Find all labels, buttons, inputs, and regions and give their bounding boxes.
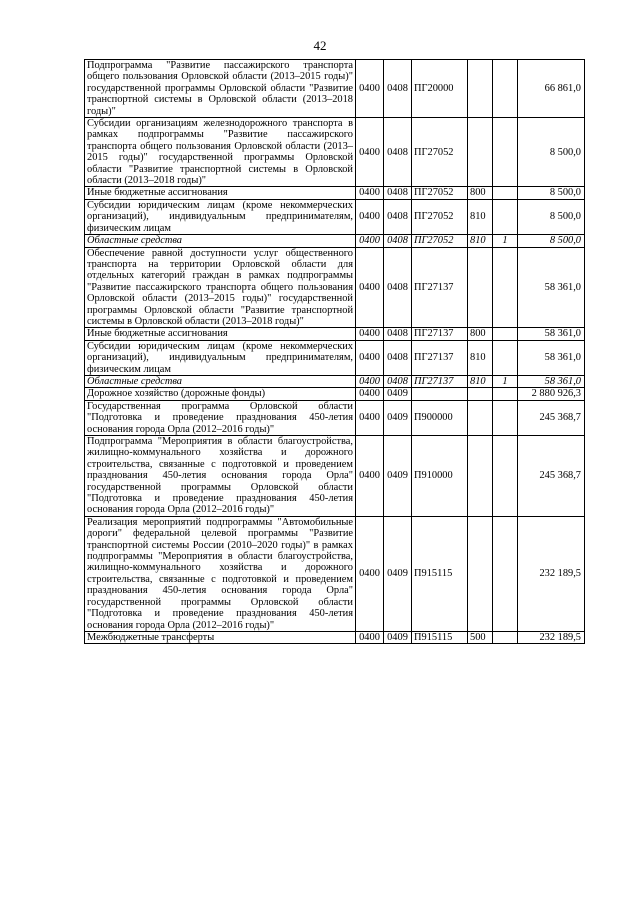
- row-name: Обеспечение равной доступности услуг общественного транспорта на территории Орловской области для отдельных категорий граждан в рамках подпрограммы "Развитие пассажирского транспорта общего пользования Орловской области (2013–2015 годы)" государственной программы Орловской области "Развитие транспортной системы в Орловской области (2013–2018 годы)": [85, 247, 356, 328]
- target-article-code: ПГ27052: [412, 187, 468, 199]
- funding-source-code: 1: [493, 235, 518, 247]
- section-code: 0400: [356, 187, 384, 199]
- table-row: [85, 400, 585, 435]
- amount: 8 500,0: [518, 199, 585, 234]
- expense-type-code: [468, 516, 493, 631]
- row-name: Межбюджетные трансферты: [85, 631, 356, 643]
- target-article-code: ПГ27052: [412, 235, 468, 247]
- expense-type-code: [468, 247, 493, 328]
- funding-source-code: [493, 631, 518, 643]
- amount: 232 189,5: [518, 516, 585, 631]
- page-number: 42: [313, 38, 327, 53]
- amount: 8 500,0: [518, 235, 585, 247]
- row-name: Областные средства: [85, 235, 356, 247]
- table-row: [85, 235, 585, 247]
- subsection-code: 0408: [384, 375, 412, 387]
- row-name: Иные бюджетные ассигнования: [85, 328, 356, 340]
- subsection-code: 0408: [384, 60, 412, 118]
- expense-type-code: 810: [468, 199, 493, 234]
- section-code: 0400: [356, 60, 384, 118]
- funding-source-code: [493, 340, 518, 375]
- funding-source-code: [493, 118, 518, 187]
- subsection-code: 0408: [384, 247, 412, 328]
- target-article-code: П910000: [412, 436, 468, 517]
- row-name: Субсидии юридическим лицам (кроме некоммерческих организаций), индивидуальным предпринимателям, физическим лицам: [85, 199, 356, 234]
- row-name: Субсидии организациям железнодорожного транспорта в рамках подпрограммы "Развитие пассажирского транспорта общего пользования Орловской области (2013–2015 годы)" государственной программы Орловской области "Развитие транспортной системы в Орловской области (2013–2018 годы)": [85, 118, 356, 187]
- section-code: 0400: [356, 516, 384, 631]
- section-code: 0400: [356, 375, 384, 387]
- table-row: [85, 388, 585, 400]
- funding-source-code: [493, 516, 518, 631]
- row-name: Областные средства: [85, 375, 356, 387]
- row-name: Иные бюджетные ассигнования: [85, 187, 356, 199]
- expense-type-code: 810: [468, 235, 493, 247]
- row-name: Подпрограмма "Развитие пассажирского транспорта общего пользования Орловской области (2013–2015 годы)" государственной программы Орловской области "Развитие транспортной системы в Орловской области (2013–2018 годы)": [85, 60, 356, 118]
- amount: 8 500,0: [518, 118, 585, 187]
- amount: 66 861,0: [518, 60, 585, 118]
- budget-table: [84, 59, 585, 644]
- section-code: 0400: [356, 340, 384, 375]
- target-article-code: ПГ27137: [412, 247, 468, 328]
- table-row: [85, 631, 585, 643]
- subsection-code: 0409: [384, 436, 412, 517]
- expense-type-code: [468, 400, 493, 435]
- funding-source-code: [493, 436, 518, 517]
- table-row: [85, 247, 585, 328]
- section-code: 0400: [356, 436, 384, 517]
- expense-type-code: [468, 60, 493, 118]
- expense-type-code: [468, 436, 493, 517]
- target-article-code: ПГ27052: [412, 118, 468, 187]
- amount: 58 361,0: [518, 375, 585, 387]
- subsection-code: 0409: [384, 631, 412, 643]
- subsection-code: 0408: [384, 340, 412, 375]
- subsection-code: 0409: [384, 388, 412, 400]
- table-row: [85, 340, 585, 375]
- target-article-code: ПГ27137: [412, 328, 468, 340]
- row-name: Государственная программа Орловской области "Подготовка и проведение празднования 450-летия основания города Орла (2012–2016 годы)": [85, 400, 356, 435]
- subsection-code: 0408: [384, 199, 412, 234]
- amount: 245 368,7: [518, 436, 585, 517]
- table-body: [85, 60, 585, 644]
- funding-source-code: 1: [493, 375, 518, 387]
- subsection-code: 0408: [384, 118, 412, 187]
- funding-source-code: [493, 60, 518, 118]
- row-name: Реализация мероприятий подпрограммы "Автомобильные дороги" федеральной целевой программы "Развитие транспортной системы России (2010–2020 годы)" в рамках подпрограммы "Мероприятия в области благоустройства, жилищно-коммунального хозяйства и дорожного строительства, связанные с подготовкой и проведением празднования 450-летия основания города Орла" государственной программы Орловской области "Подготовка и проведение празднования 450-летия основания города Орла (2012–2016 годы)": [85, 516, 356, 631]
- funding-source-code: [493, 388, 518, 400]
- expense-type-code: 810: [468, 375, 493, 387]
- expense-type-code: [468, 388, 493, 400]
- funding-source-code: [493, 247, 518, 328]
- section-code: 0400: [356, 388, 384, 400]
- target-article-code: ПГ27052: [412, 199, 468, 234]
- target-article-code: П900000: [412, 400, 468, 435]
- funding-source-code: [493, 187, 518, 199]
- expense-type-code: 500: [468, 631, 493, 643]
- amount: 245 368,7: [518, 400, 585, 435]
- table-row: [85, 436, 585, 517]
- table-row: [85, 516, 585, 631]
- amount: 232 189,5: [518, 631, 585, 643]
- target-article-code: ПГ27137: [412, 340, 468, 375]
- amount: 8 500,0: [518, 187, 585, 199]
- section-code: 0400: [356, 247, 384, 328]
- expense-type-code: 800: [468, 328, 493, 340]
- subsection-code: 0408: [384, 328, 412, 340]
- expense-type-code: 810: [468, 340, 493, 375]
- subsection-code: 0408: [384, 235, 412, 247]
- table-row: [85, 118, 585, 187]
- expense-type-code: 800: [468, 187, 493, 199]
- section-code: 0400: [356, 199, 384, 234]
- row-name: Дорожное хозяйство (дорожные фонды): [85, 388, 356, 400]
- row-name: Подпрограмма "Мероприятия в области благоустройства, жилищно-коммунального хозяйства и дорожного строительства, связанные с подготовкой и проведением празднования 450-летия основания города Орла" государственной программы Орловской области "Подготовка и проведение празднования 450-летия основания города Орла (2012–2016 годы)": [85, 436, 356, 517]
- table-row: [85, 60, 585, 118]
- funding-source-code: [493, 328, 518, 340]
- funding-source-code: [493, 400, 518, 435]
- table-row: [85, 199, 585, 234]
- expense-type-code: [468, 118, 493, 187]
- target-article-code: ПГ27137: [412, 375, 468, 387]
- section-code: 0400: [356, 631, 384, 643]
- row-name: Субсидии юридическим лицам (кроме некоммерческих организаций), индивидуальным предпринимателям, физическим лицам: [85, 340, 356, 375]
- funding-source-code: [493, 199, 518, 234]
- amount: 2 880 926,3: [518, 388, 585, 400]
- table-row: [85, 187, 585, 199]
- target-article-code: [412, 388, 468, 400]
- amount: 58 361,0: [518, 340, 585, 375]
- section-code: 0400: [356, 235, 384, 247]
- target-article-code: ПГ20000: [412, 60, 468, 118]
- amount: 58 361,0: [518, 328, 585, 340]
- target-article-code: П915115: [412, 631, 468, 643]
- table-row: [85, 328, 585, 340]
- section-code: 0400: [356, 328, 384, 340]
- target-article-code: П915115: [412, 516, 468, 631]
- subsection-code: 0409: [384, 516, 412, 631]
- amount: 58 361,0: [518, 247, 585, 328]
- subsection-code: 0408: [384, 187, 412, 199]
- table-row: [85, 375, 585, 387]
- section-code: 0400: [356, 118, 384, 187]
- subsection-code: 0409: [384, 400, 412, 435]
- section-code: 0400: [356, 400, 384, 435]
